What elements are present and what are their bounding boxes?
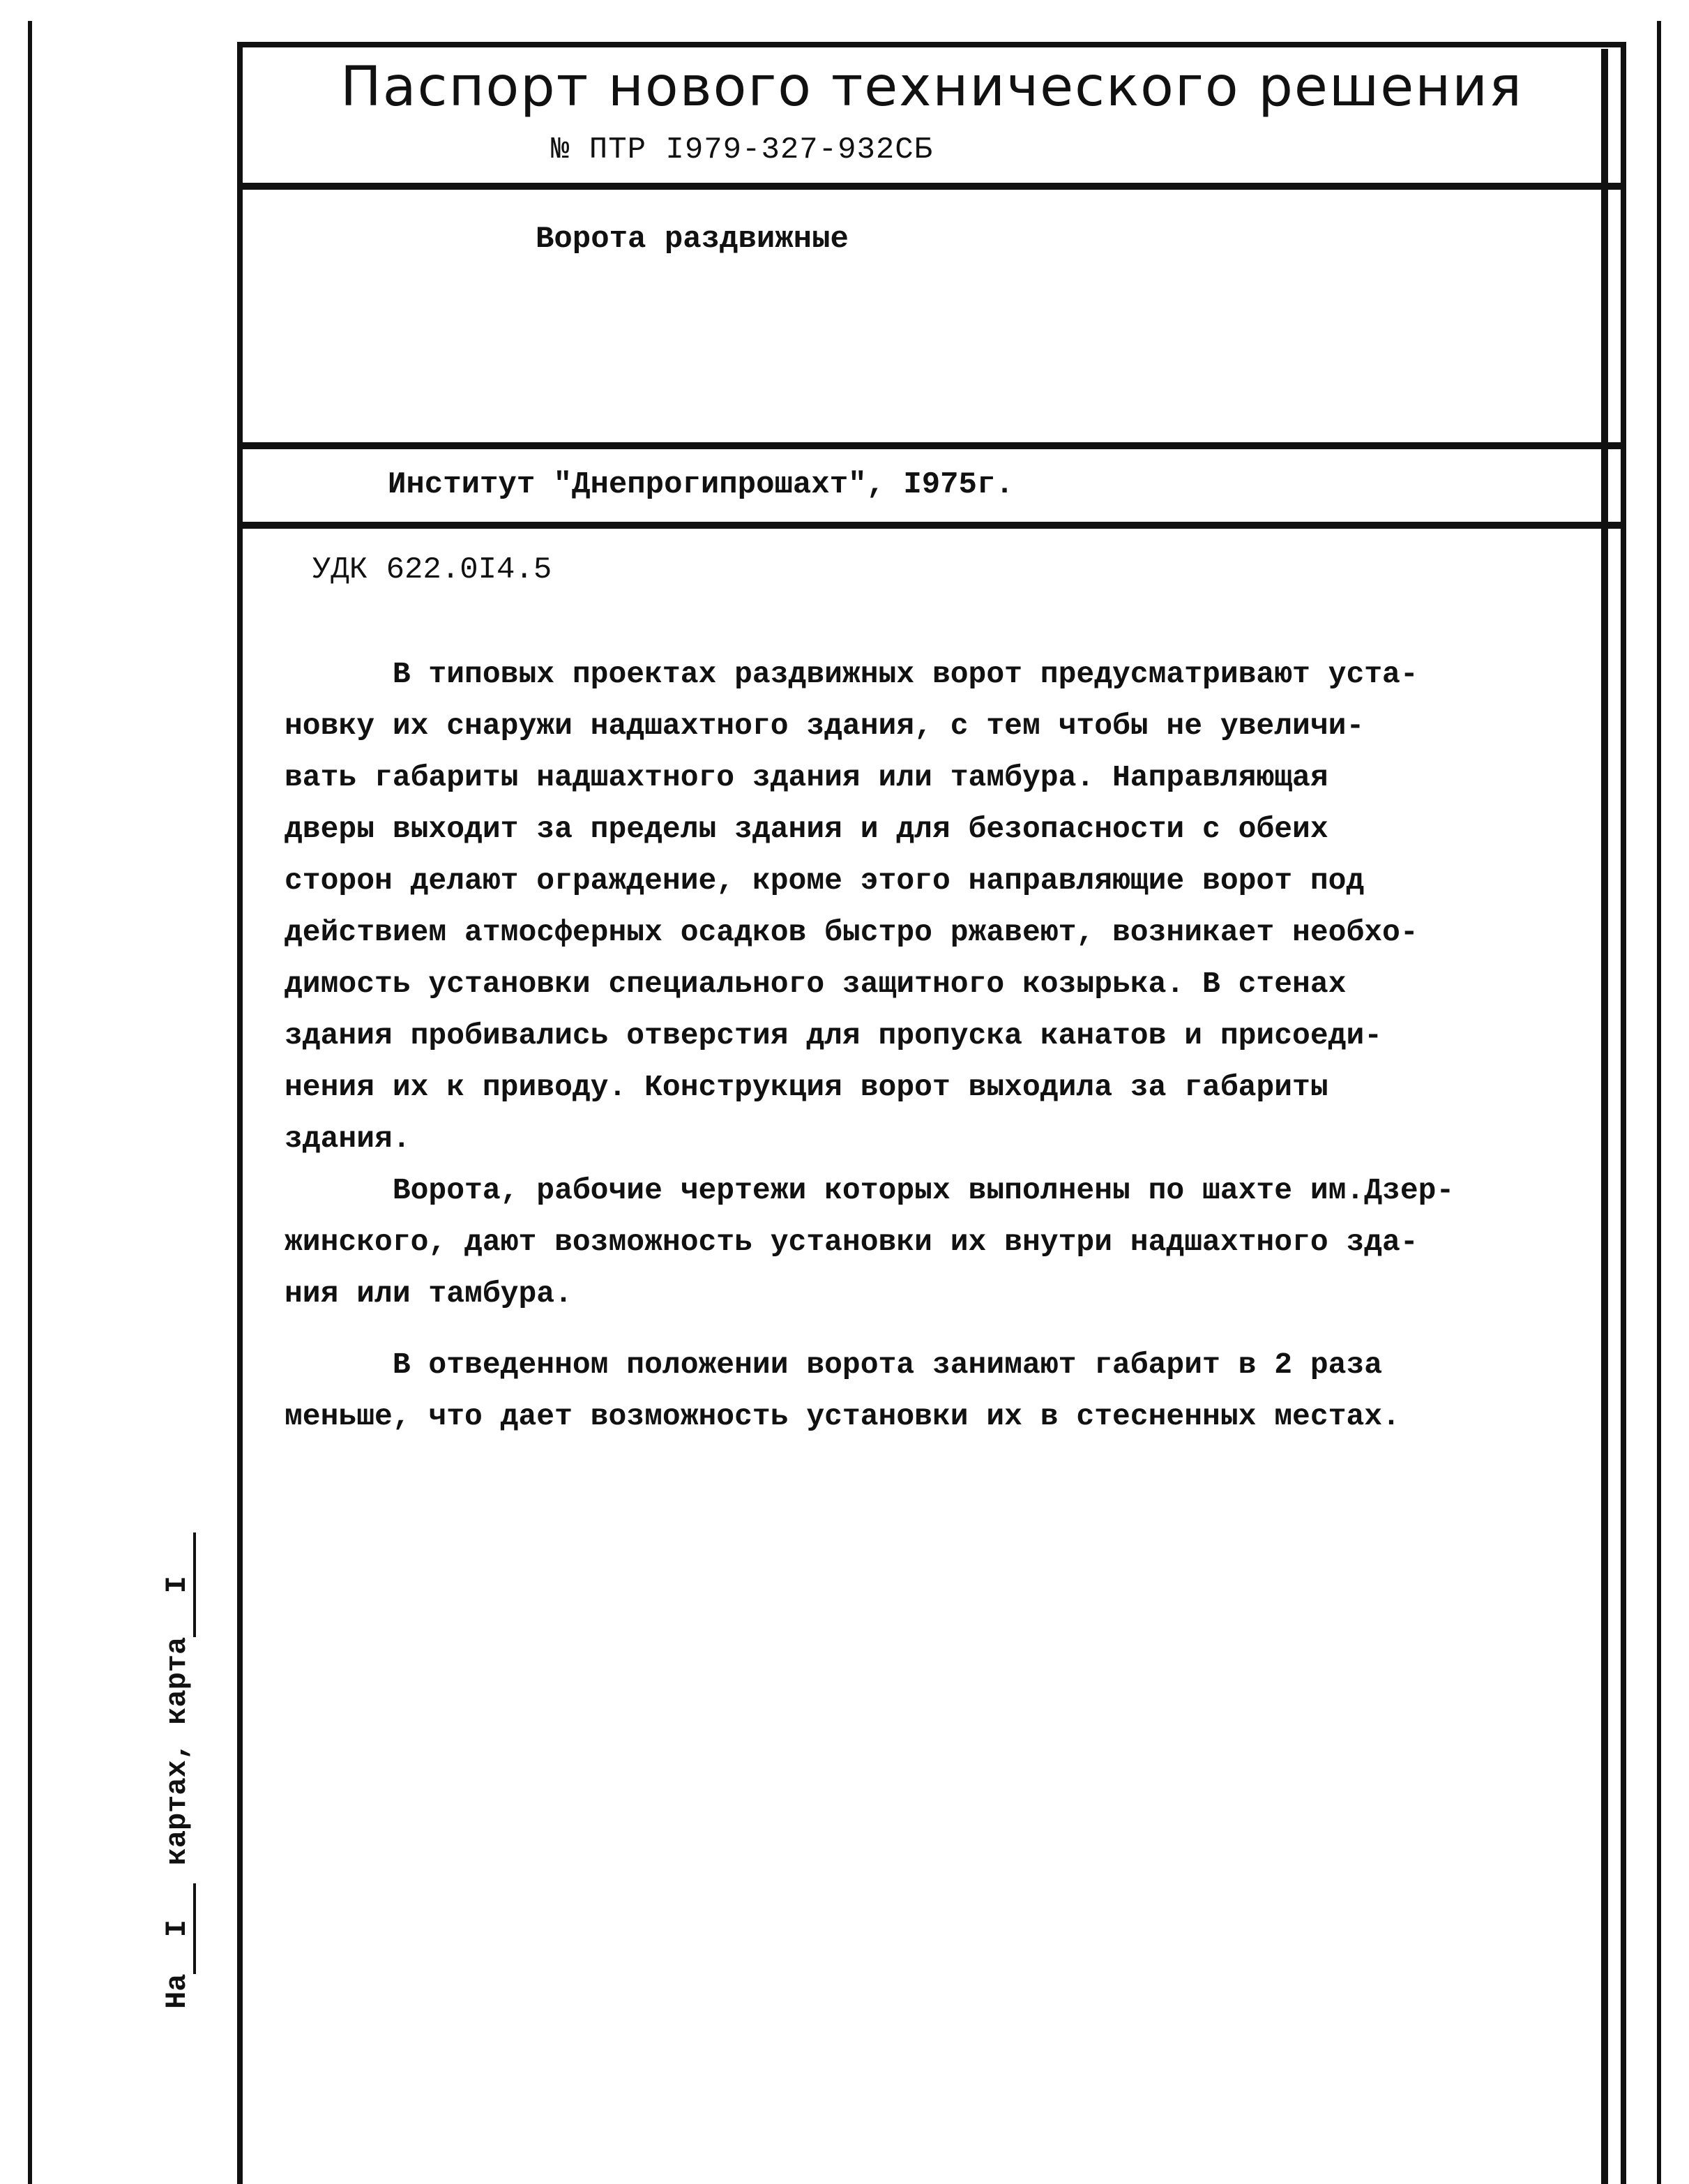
udk-code: УДК 622.0I4.5	[312, 552, 552, 587]
document-number: № ПТР I979-327-932СБ	[551, 133, 934, 167]
card-count-note	[160, 1532, 196, 2009]
subject-title: Ворота раздвижные	[536, 222, 849, 257]
divider-header	[237, 183, 1626, 190]
divider-institute	[237, 522, 1626, 529]
card-number-field: I	[162, 1532, 196, 1637]
right-page-edge-outer	[1657, 21, 1661, 2184]
divider-subject	[237, 442, 1626, 449]
body-paragraph-3: В отведенном положении ворота занимают габарит в 2 раза меньше, что дает возможность установки их в стесненных местах.	[285, 1348, 1400, 1433]
card-note-middle: картах, карта	[160, 1636, 194, 1866]
cards-total-field: I	[162, 1883, 196, 1974]
institute-line: Институт "Днепрогипрошахт", I975г.	[388, 467, 1014, 502]
body-paragraph-2: Ворота, рабочие чертежи которых выполнены по шахте им.Дзер- жинского, дают возможность установки их внутри надшахтного зда- ния или тамбура.	[285, 1173, 1455, 1311]
body-paragraph-1: В типовых проектах раздвижных ворот предусматривают уста- новку их снаружи надшахтного здания, с тем чтобы не увеличи- вать габариты надшахтного здания или тамбура. Направляющая дверы выходит за пределы здания и для безопасности с обеих сторон делают ограждение, кроме этого направляющие ворот под действием атмосферных осадков быстро ржавеют, возникает необхо- димость установки специального защитного козырька. В стенах здания пробивались отверстия для пропуска канатов и присоеди- нения их к приводу. Конструкция ворот выходила за габариты здания.	[285, 657, 1418, 1156]
page-title: Паспорт нового технического решения	[340, 56, 1523, 119]
left-page-edge	[28, 21, 32, 2184]
card-note-prefix: На	[160, 1973, 194, 2009]
